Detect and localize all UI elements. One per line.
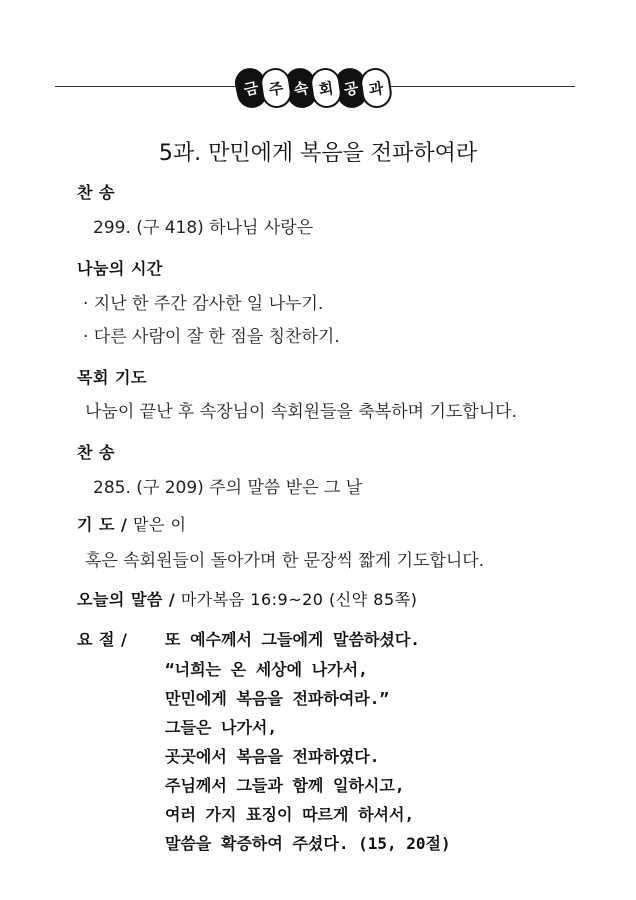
- key-verse-line: 곳곳에서 복음을 전파하였다.: [165, 747, 380, 766]
- pastoral-prayer-line: 나눔이 끝난 후 속장님이 속회원들을 축복하며 기도합니다.: [85, 402, 517, 422]
- badge-pill: 속: [282, 65, 320, 110]
- key-verse-line: 여러 가지 표징이 따르게 하셔서,: [165, 805, 415, 824]
- hymn-line: 285. (구 209) 주의 말씀 받은 그 날: [93, 478, 363, 498]
- key-verse-line: 말씀을 확증하여 주셨다. (15, 20절): [165, 834, 451, 853]
- scripture-reference: 마가복음 16:9~20 (신약 85쪽): [175, 590, 418, 609]
- badge-pill: 회: [308, 66, 343, 110]
- todays-word-heading: [77, 587, 417, 610]
- key-verse-line: 그들은 나가서,: [165, 718, 278, 737]
- prayer-line: 혹은 속회원들이 돌아가며 한 문장씩 짧게 기도합니다.: [85, 551, 485, 571]
- weekly-class-lesson-badge: [236, 66, 400, 110]
- sharing-heading: 나눔의 시간: [77, 259, 163, 278]
- key-verse-line: “너희는 온 세상에 나가서,: [165, 660, 368, 679]
- key-verse-line: 또 예수께서 그들에게 말씀하셨다.: [165, 630, 420, 649]
- prayer-heading: [77, 512, 186, 535]
- todays-word-label: 오늘의 말씀 /: [77, 590, 176, 609]
- key-verse-line: 주님께서 그들과 함께 일하시고,: [165, 776, 405, 795]
- hymn-heading: 찬 송: [77, 183, 115, 202]
- pastoral-prayer-heading: 목회 기도: [77, 368, 147, 387]
- sharing-item: · 지난 한 주간 감사한 일 나누기.: [83, 294, 324, 314]
- badge-pill: 주: [258, 66, 293, 110]
- key-verse-line: 만민에게 복음을 전파하여라.”: [165, 689, 390, 708]
- lesson-title: 5과. 만민에게 복음을 전파하여라: [158, 141, 478, 166]
- badge-pill: 금: [232, 65, 270, 110]
- hymn-line: 299. (구 418) 하나님 사랑은: [93, 218, 314, 238]
- hymn-heading: 찬 송: [77, 443, 115, 462]
- badge-pill: 공: [332, 65, 370, 110]
- prayer-leader: 맡은 이: [127, 515, 187, 534]
- sharing-item: · 다른 사람이 잘 한 점을 칭찬하기.: [83, 327, 340, 347]
- badge-pill: 과: [358, 66, 393, 110]
- prayer-heading-label: 기 도 /: [77, 515, 128, 534]
- key-verse-heading: 요 절 /: [77, 630, 128, 649]
